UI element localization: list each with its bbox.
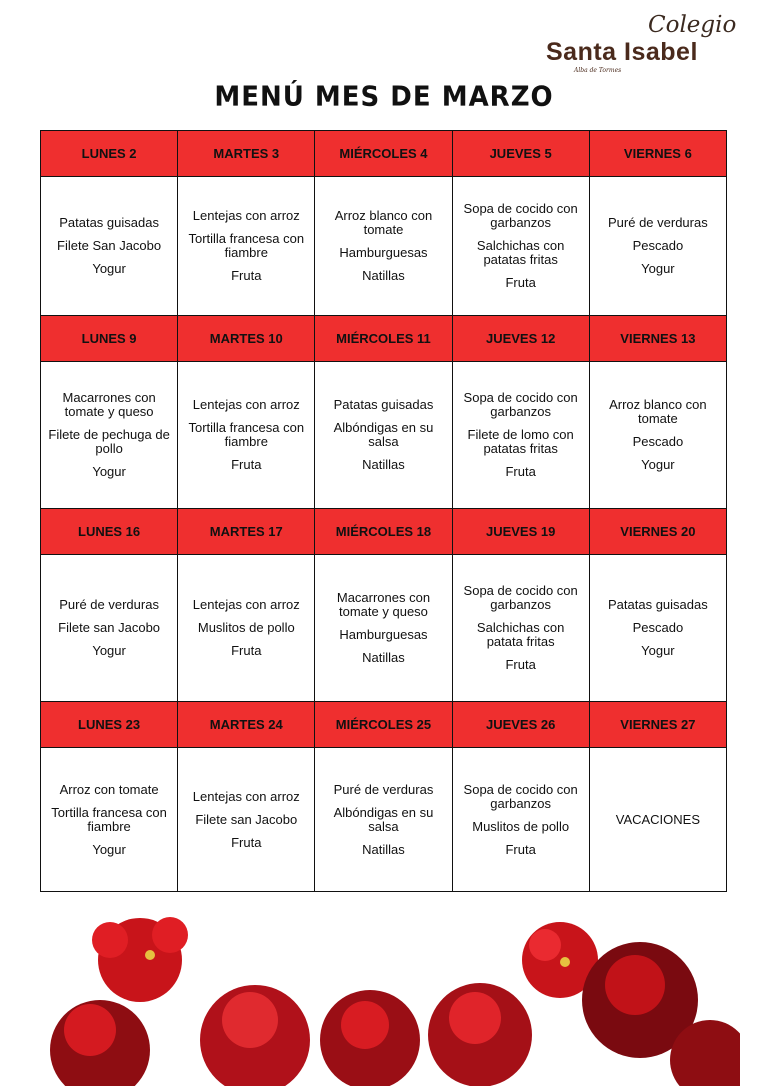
day-header: MARTES 24 xyxy=(178,702,315,748)
dish-item: Filete de lomo con patatas fritas xyxy=(467,427,574,456)
day-menu-cell xyxy=(589,748,726,892)
week-header-row xyxy=(41,316,727,362)
dish-item: VACACIONES xyxy=(615,811,701,827)
dish-item: Yogur xyxy=(641,643,675,658)
day-menu-cell xyxy=(178,362,315,509)
day-header: MIÉRCOLES 4 xyxy=(315,131,452,177)
dish-item: Macarrones con tomate y queso xyxy=(336,590,431,619)
dish-item: Albóndigas en su salsa xyxy=(333,804,434,834)
dish-item: Salchichas con patata fritas xyxy=(476,620,565,649)
dish-item: Lentejas con arroz xyxy=(192,788,300,804)
dish-item: Sopa de cocido con garbanzos xyxy=(463,390,578,419)
dish-item: Arroz blanco con tomate xyxy=(609,397,707,426)
day-menu-cell xyxy=(452,555,589,702)
logo-school-name: Santa Isabel xyxy=(546,38,698,66)
menu-table xyxy=(40,130,727,892)
dish-item: Yogur xyxy=(641,457,675,472)
dish-item: Macarrones con tomate y queso xyxy=(62,390,156,419)
dish-item: Patatas guisadas xyxy=(59,215,159,230)
dish-item: Puré de verduras xyxy=(333,781,434,797)
dish-item: Natillas xyxy=(362,650,405,665)
day-header: MARTES 3 xyxy=(178,131,315,177)
day-header: VIERNES 6 xyxy=(589,131,726,177)
dish-item: Natillas xyxy=(362,457,405,472)
school-logo xyxy=(544,10,737,80)
day-menu-cell xyxy=(315,555,452,702)
day-menu-cell xyxy=(315,748,452,892)
dish-item: Puré de verduras xyxy=(59,597,159,612)
dish-item: Filete san Jacobo xyxy=(195,811,298,827)
dish-item: Yogur xyxy=(92,464,126,479)
day-menu-cell xyxy=(178,555,315,702)
dish-item: Patatas guisadas xyxy=(608,597,708,612)
dish-item: Lentejas con arroz xyxy=(192,397,300,412)
day-header: LUNES 2 xyxy=(41,131,178,177)
dish-item: Yogur xyxy=(641,261,675,276)
day-header: LUNES 16 xyxy=(41,509,178,555)
dish-item: Filete San Jacobo xyxy=(57,238,162,253)
logo-subtitle: Alba de Tormes xyxy=(574,67,622,74)
dish-item: Fruta xyxy=(231,268,262,283)
dish-item: Hamburguesas xyxy=(339,245,428,260)
week-dishes-row xyxy=(41,555,727,702)
day-menu-cell xyxy=(315,177,452,316)
week-header-row xyxy=(41,131,727,177)
dish-item: Lentejas con arroz xyxy=(192,208,300,223)
day-menu-cell xyxy=(452,362,589,509)
logo-colegio-text: Colegio xyxy=(648,12,737,38)
dish-item: Filete de pechuga de pollo xyxy=(48,427,170,456)
dish-item: Filete san Jacobo xyxy=(58,620,161,635)
page-title: MENÚ MES DE MARZO xyxy=(214,81,554,113)
dish-item: Fruta xyxy=(231,457,262,472)
flowers-decoration xyxy=(40,900,740,1086)
day-header: LUNES 23 xyxy=(41,702,178,748)
day-menu-cell xyxy=(452,748,589,892)
dish-item: Patatas guisadas xyxy=(333,397,434,412)
dish-item: Fruta xyxy=(505,657,536,672)
dish-item: Fruta xyxy=(505,841,536,857)
dish-item: Sopa de cocido con garbanzos xyxy=(463,583,578,612)
dish-item: Sopa de cocido con garbanzos xyxy=(463,201,578,230)
day-menu-cell xyxy=(41,362,178,509)
week-dishes-row xyxy=(41,177,727,316)
dish-item: Yogur xyxy=(92,261,126,276)
day-header: JUEVES 19 xyxy=(452,509,589,555)
dish-item: Pescado xyxy=(632,434,684,449)
dish-item: Pescado xyxy=(632,238,684,253)
dish-item: Tortilla francesa con fiambre xyxy=(188,231,305,260)
dish-item: Sopa de cocido con garbanzos xyxy=(463,781,578,811)
day-menu-cell xyxy=(589,362,726,509)
dish-item: Pescado xyxy=(632,620,684,635)
week-dishes-row xyxy=(41,362,727,509)
dish-item: Arroz blanco con tomate xyxy=(334,208,433,237)
dish-item: Yogur xyxy=(92,643,126,658)
dish-item: Yogur xyxy=(92,841,126,857)
day-header: VIERNES 13 xyxy=(589,316,726,362)
day-header: MARTES 17 xyxy=(178,509,315,555)
day-header: MIÉRCOLES 11 xyxy=(315,316,452,362)
dish-item: Muslitos de pollo xyxy=(472,818,570,834)
day-menu-cell xyxy=(315,362,452,509)
flower-icon xyxy=(50,917,740,1086)
dish-item: Arroz con tomate xyxy=(59,781,159,797)
day-header: LUNES 9 xyxy=(41,316,178,362)
day-header: JUEVES 5 xyxy=(452,131,589,177)
dish-item: Natillas xyxy=(362,268,405,283)
day-header: VIERNES 20 xyxy=(589,509,726,555)
dish-item: Natillas xyxy=(362,841,405,857)
day-menu-cell xyxy=(589,177,726,316)
day-menu-cell xyxy=(452,177,589,316)
dish-item: Tortilla francesa con fiambre xyxy=(51,804,167,834)
day-menu-cell xyxy=(589,555,726,702)
day-header: MARTES 10 xyxy=(178,316,315,362)
day-menu-cell xyxy=(41,177,178,316)
dish-item: Fruta xyxy=(505,464,536,479)
dish-item: Puré de verduras xyxy=(608,215,708,230)
week-header-row xyxy=(41,702,727,748)
day-menu-cell xyxy=(41,748,178,892)
day-header: JUEVES 26 xyxy=(452,702,589,748)
day-menu-cell xyxy=(178,748,315,892)
dish-item: Fruta xyxy=(231,643,262,658)
dish-item: Hamburguesas xyxy=(339,627,428,642)
dish-item: Fruta xyxy=(231,834,262,850)
day-header: MIÉRCOLES 18 xyxy=(315,509,452,555)
week-dishes-row xyxy=(41,748,727,892)
day-header: JUEVES 12 xyxy=(452,316,589,362)
dish-item: Tortilla francesa con fiambre xyxy=(188,420,305,449)
day-menu-cell xyxy=(41,555,178,702)
dish-item: Lentejas con arroz xyxy=(192,597,300,612)
week-header-row xyxy=(41,509,727,555)
day-header: MIÉRCOLES 25 xyxy=(315,702,452,748)
day-header: VIERNES 27 xyxy=(589,702,726,748)
dish-item: Salchichas con patatas fritas xyxy=(476,238,565,267)
dish-item: Albóndigas en su salsa xyxy=(333,420,434,449)
dish-item: Muslitos de pollo xyxy=(197,620,295,635)
dish-item: Fruta xyxy=(505,275,536,290)
day-menu-cell xyxy=(178,177,315,316)
